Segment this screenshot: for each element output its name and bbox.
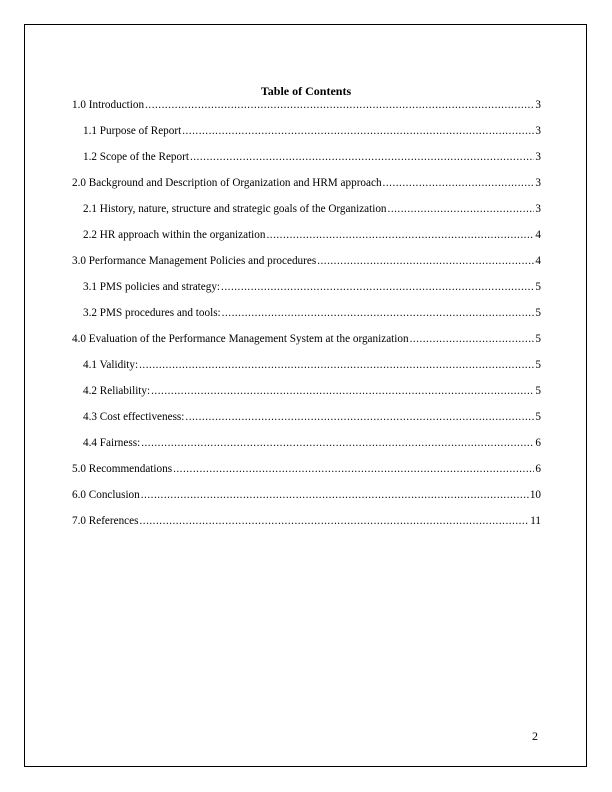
toc-leader-dots <box>139 358 534 372</box>
toc-entry-page: 3 <box>535 99 541 111</box>
toc-entry-fairness[interactable] <box>72 436 541 462</box>
toc-entry-label: 2.1 History, nature, structure and strategic goals of the Organization <box>83 203 387 215</box>
toc-entry-introduction[interactable] <box>72 98 541 124</box>
toc-entry-label: 3.0 Performance Management Policies and procedures <box>72 255 317 267</box>
toc-leader-dots <box>139 514 529 528</box>
toc-entry-evaluation[interactable] <box>72 332 541 358</box>
toc-entry-scope-of-report[interactable] <box>72 150 541 176</box>
toc-leader-dots <box>182 124 534 138</box>
toc-leader-dots <box>266 228 534 242</box>
toc-leader-dots <box>141 436 534 450</box>
toc-entry-label: 2.0 Background and Description of Organization and HRM approach <box>72 177 382 189</box>
toc-leader-dots <box>185 410 534 424</box>
toc-entry-page: 6 <box>535 463 541 475</box>
toc-entry-performance-management[interactable] <box>72 254 541 280</box>
toc-leader-dots <box>145 98 534 112</box>
toc-entry-history[interactable] <box>72 202 541 228</box>
toc-entry-pms-policies[interactable] <box>72 280 541 306</box>
toc-entry-page: 6 <box>535 437 541 449</box>
toc-entry-label: 3.1 PMS policies and strategy: <box>83 281 221 293</box>
toc-leader-dots <box>410 332 535 346</box>
toc-leader-dots <box>388 202 535 216</box>
toc-entry-pms-procedures[interactable] <box>72 306 541 332</box>
toc-leader-dots <box>190 150 534 164</box>
toc-entry-reliability[interactable] <box>72 384 541 410</box>
toc-entry-references[interactable] <box>72 514 541 540</box>
toc-entry-page: 3 <box>535 125 541 137</box>
toc-entry-page: 5 <box>535 385 541 397</box>
toc-leader-dots <box>151 384 534 398</box>
toc-entry-page: 11 <box>530 515 541 527</box>
toc-entry-label: 3.2 PMS procedures and tools: <box>83 307 221 319</box>
table-of-contents <box>72 98 541 540</box>
toc-entry-page: 5 <box>535 411 541 423</box>
toc-leader-dots <box>222 306 535 320</box>
toc-entry-cost-effectiveness[interactable] <box>72 410 541 436</box>
toc-leader-dots <box>383 176 535 190</box>
toc-entry-label: 6.0 Conclusion <box>72 489 140 501</box>
toc-leader-dots <box>173 462 534 476</box>
toc-entry-label: 4.1 Validity: <box>83 359 139 371</box>
toc-entry-validity[interactable] <box>72 358 541 384</box>
toc-entry-page: 3 <box>535 151 541 163</box>
toc-entry-page: 10 <box>529 489 541 501</box>
toc-entry-conclusion[interactable] <box>72 488 541 514</box>
toc-entry-purpose-of-report[interactable] <box>72 124 541 150</box>
toc-entry-recommendations[interactable] <box>72 462 541 488</box>
toc-entry-label: 4.2 Reliability: <box>83 385 151 397</box>
toc-leader-dots <box>317 254 534 268</box>
toc-entry-label: 5.0 Recommendations <box>72 463 173 475</box>
toc-entry-page: 5 <box>535 333 541 345</box>
toc-entry-background[interactable] <box>72 176 541 202</box>
toc-entry-page: 5 <box>535 359 541 371</box>
toc-entry-page: 4 <box>535 255 541 267</box>
toc-entry-page: 5 <box>535 281 541 293</box>
toc-entry-label: 1.0 Introduction <box>72 99 145 111</box>
toc-entry-label: 4.0 Evaluation of the Performance Management System at the organization <box>72 333 409 345</box>
toc-entry-page: 3 <box>535 177 541 189</box>
toc-entry-page: 3 <box>535 203 541 215</box>
toc-entry-page: 4 <box>535 229 541 241</box>
toc-entry-hr-approach[interactable] <box>72 228 541 254</box>
toc-leader-dots <box>141 488 529 502</box>
toc-leader-dots <box>221 280 534 294</box>
page-number: 2 <box>532 729 538 743</box>
toc-title: Table of Contents <box>260 84 352 98</box>
toc-entry-label: 1.1 Purpose of Report <box>83 125 182 137</box>
toc-entry-label: 4.3 Cost effectiveness: <box>83 411 185 423</box>
toc-entry-label: 7.0 References <box>72 515 139 527</box>
toc-entry-label: 1.2 Scope of the Report <box>83 151 189 163</box>
toc-entry-label: 4.4 Fairness: <box>83 437 141 449</box>
toc-entry-label: 2.2 HR approach within the organization <box>83 229 266 241</box>
toc-entry-page: 5 <box>535 307 541 319</box>
